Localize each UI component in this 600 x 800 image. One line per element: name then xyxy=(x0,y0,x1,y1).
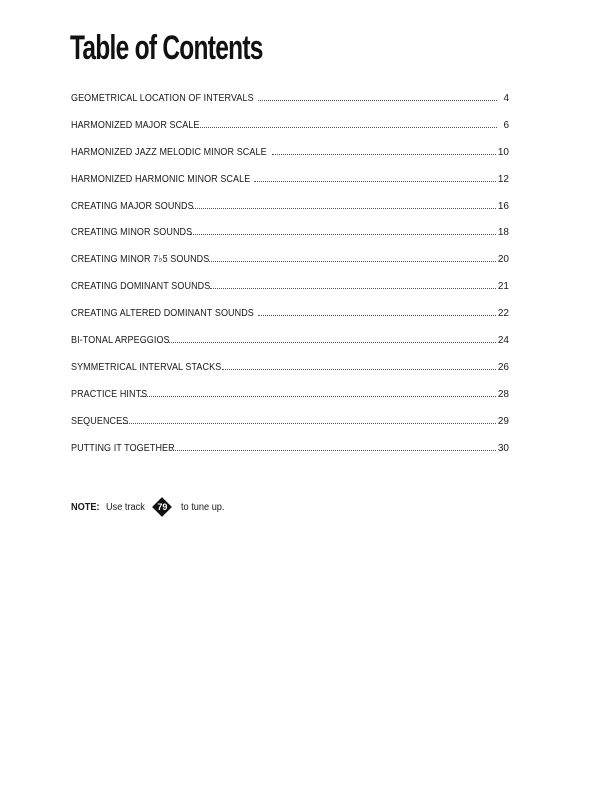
toc-entry-title: CREATING ALTERED DOMINANT SOUNDS xyxy=(71,308,254,320)
toc-entry xyxy=(71,279,509,306)
toc-entry xyxy=(71,172,509,199)
tuning-note xyxy=(71,497,229,517)
toc-entry-page-number: 16 xyxy=(497,200,509,212)
toc-entry-page-number: 18 xyxy=(497,227,509,239)
dot-leader xyxy=(198,127,497,128)
page-title: Table of Contents xyxy=(70,29,263,67)
dot-leader xyxy=(222,369,496,370)
toc-entry-title: HARMONIZED HARMONIC MINOR SCALE xyxy=(71,173,251,185)
toc-entry-page-number: 29 xyxy=(497,415,509,427)
toc-entry-title: BI-TONAL ARPEGGIOS xyxy=(71,335,170,347)
toc-entry-page-number: 6 xyxy=(503,119,509,131)
toc-entry-title: PUTTING IT TOGETHER xyxy=(71,442,175,454)
toc-entry-title: SYMMETRICAL INTERVAL STACKS xyxy=(71,361,222,373)
toc-entry xyxy=(71,252,509,279)
dot-leader xyxy=(210,288,496,289)
dot-leader xyxy=(165,342,496,343)
toc-entry xyxy=(71,199,509,226)
toc-entry-title: HARMONIZED MAJOR SCALE xyxy=(71,119,200,131)
toc-entry-title: CREATING MINOR 7♭5 SOUNDS xyxy=(71,254,210,266)
toc-entry xyxy=(71,333,509,360)
toc-entry-page-number: 12 xyxy=(497,173,509,185)
note-prefix: NOTE: xyxy=(71,501,100,513)
toc-entry-title: SEQUENCES xyxy=(71,415,129,427)
toc-entry-page-number: 4 xyxy=(503,93,509,104)
toc-entry-page-number: 20 xyxy=(497,254,509,266)
toc-entry-page-number: 24 xyxy=(497,335,509,347)
toc-entry xyxy=(71,91,509,118)
toc-entry-title: CREATING MAJOR SOUNDS xyxy=(71,200,194,212)
toc-entry xyxy=(71,118,509,145)
toc-entry xyxy=(71,225,509,252)
dot-leader xyxy=(119,423,496,424)
toc-entry-title: CREATING DOMINANT SOUNDS xyxy=(71,281,211,293)
toc-entry xyxy=(71,306,509,333)
note-suffix: to tune up. xyxy=(181,501,225,513)
toc-entry-page-number: 26 xyxy=(497,361,509,373)
dot-leader xyxy=(170,450,496,451)
toc-entry xyxy=(71,360,509,387)
toc-entry-page-number: 21 xyxy=(497,281,509,293)
toc-entry-title: GEOMETRICAL LOCATION OF INTERVALS xyxy=(71,93,254,104)
toc-entry-title: PRACTICE HINTS xyxy=(71,388,148,400)
dot-leader xyxy=(140,396,496,397)
dot-leader xyxy=(190,234,496,235)
dot-leader xyxy=(209,261,496,262)
toc-entry-page-number: 10 xyxy=(497,146,509,158)
dot-leader xyxy=(254,181,496,182)
dot-leader xyxy=(258,315,496,316)
dot-leader xyxy=(258,100,497,101)
dot-leader xyxy=(272,154,495,155)
table-of-contents xyxy=(71,91,509,467)
toc-entry xyxy=(71,387,509,414)
toc-entry xyxy=(71,414,509,441)
toc-entry-title: HARMONIZED JAZZ MELODIC MINOR SCALE xyxy=(71,146,267,158)
toc-entry xyxy=(71,441,509,468)
dot-leader xyxy=(191,208,496,209)
toc-entry-page-number: 22 xyxy=(497,308,509,320)
toc-entry-page-number: 28 xyxy=(497,388,509,400)
track-number: 79 xyxy=(157,502,168,512)
toc-entry xyxy=(71,145,509,172)
note-text: Use track xyxy=(106,501,145,513)
toc-entry-title: CREATING MINOR SOUNDS xyxy=(71,227,193,239)
toc-entry-page-number: 30 xyxy=(497,442,509,454)
cd-track-diamond-icon xyxy=(152,497,172,517)
